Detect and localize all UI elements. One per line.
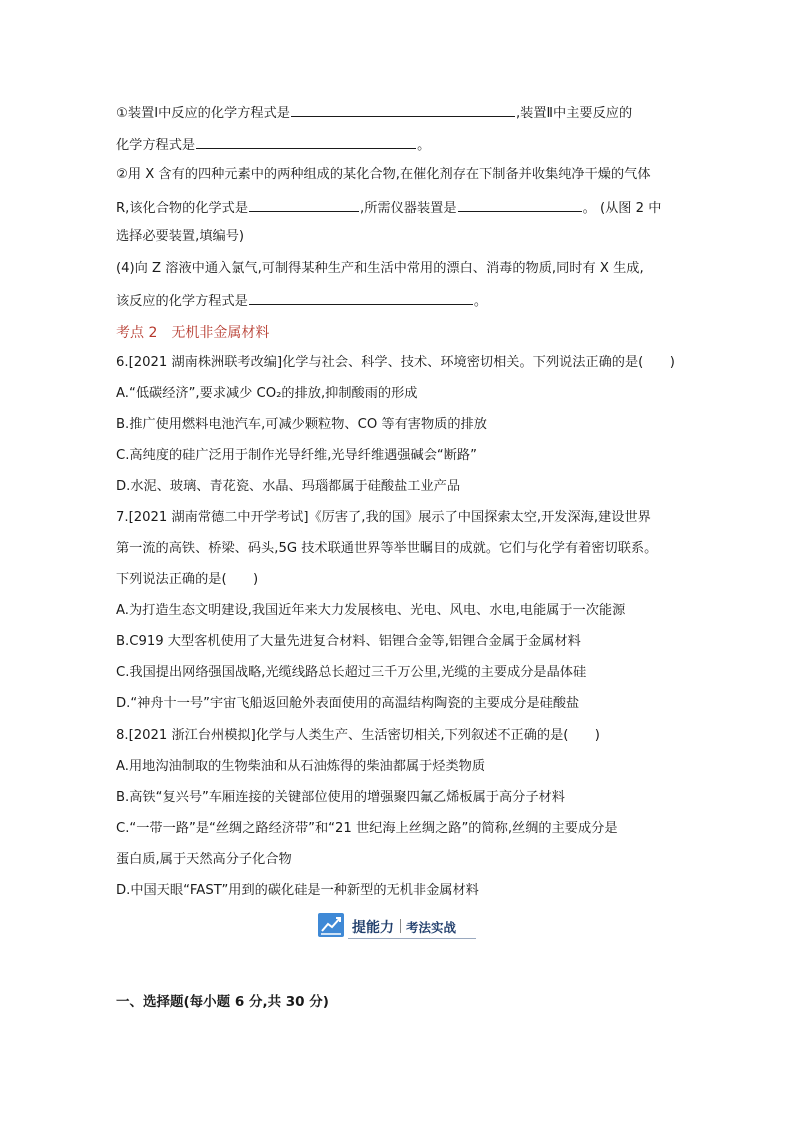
q7-option-a[interactable]: A.为打造生态文明建设,我国近年来大力发展核电、光电、风电、水电,电能属于一次能源 [116, 603, 626, 618]
q8-option-c-cont: 蛋白质,属于天然高分子化合物 [116, 852, 292, 867]
q6-stem: 6.[2021 湖南株洲联考改编]化学与社会、科学、技术、环境密切相关。下列说法正确的是( ) [116, 355, 675, 370]
q8-stem: 8.[2021 浙江台州模拟]化学与人类生产、生活密切相关,下列叙述不正确的是( ) [116, 728, 600, 743]
banner-title: 提能力 [352, 920, 394, 936]
q7-option-c[interactable]: C.我国提出网络强国战略,光缆线路总长超过三千万公里,光缆的主要成分是晶体硅 [116, 665, 587, 680]
banner-divider [400, 919, 401, 933]
q7-stem-1: 7.[2021 湖南常德二中开学考试]《厉害了,我的国》展示了中国探索太空,开发深海,建设世界 [116, 510, 651, 525]
answer-blank[interactable] [291, 104, 515, 117]
q7-stem-3: 下列说法正确的是( ) [116, 572, 259, 587]
q5-line-3: ②用 X 含有的四种元素中的两种组成的某化合物,在催化剂存在下制备并收集纯净干燥的气体 [116, 167, 651, 182]
q8-option-b[interactable]: B.高铁“复兴号”车厢连接的关键部位使用的增强聚四氟乙烯板属于高分子材料 [116, 790, 565, 805]
q5-line-5: 选择必要装置,填编号) [116, 229, 245, 244]
q8-option-c[interactable]: C.“一带一路”是“丝绸之路经济带”和“21 世纪海上丝绸之路”的简称,丝绸的主要成分是 [116, 821, 618, 836]
q5-line-7: 该反应的化学方程式是 。 [116, 294, 488, 309]
section-heading: 考点 2 无机非金属材料 [116, 325, 270, 341]
q5-line-4: R,该化合物的化学式是 ,所需仪器装置是 。 (从图 2 中 [116, 201, 662, 216]
q7-option-b[interactable]: B.C919 大型客机使用了大量先进复合材料、铝锂合金等,铝锂合金属于金属材料 [116, 634, 581, 649]
answer-blank[interactable] [249, 199, 359, 212]
ability-banner [318, 912, 476, 940]
q7-option-d[interactable]: D.“神舟十一号”宇宙飞船返回舱外表面使用的高温结构陶瓷的主要成分是硅酸盐 [116, 696, 580, 711]
banner-subtitle: 考法实战 [406, 920, 457, 935]
banner-underline [348, 938, 476, 939]
answer-blank[interactable] [196, 136, 416, 149]
q8-option-a[interactable]: A.用地沟油制取的生物柴油和从石油炼得的柴油都属于烃类物质 [116, 759, 486, 774]
q6-option-a[interactable]: A.“低碳经济”,要求减少 CO₂的排放,抑制酸雨的形成 [116, 386, 418, 401]
part-heading: 一、选择题(每小题 6 分,共 30 分) [116, 994, 329, 1010]
q5-line-2: 化学方程式是 。 [116, 138, 431, 153]
q6-option-d[interactable]: D.水泥、玻璃、青花瓷、水晶、玛瑙都属于硅酸盐工业产品 [116, 479, 461, 494]
q5-line-6: (4)向 Z 溶液中通入氯气,可制得某种生产和生活中常用的漂白、消毒的物质,同时有 X 生成, [116, 261, 644, 276]
answer-blank[interactable] [249, 292, 473, 305]
q5-line-1: ①装置Ⅰ中反应的化学方程式是 ,装置Ⅱ中主要反应的 [116, 106, 633, 121]
answer-blank[interactable] [458, 199, 582, 212]
q8-option-d[interactable]: D.中国天眼“FAST”用到的碳化硅是一种新型的无机非金属材料 [116, 883, 479, 898]
q7-stem-2: 第一流的高铁、桥梁、码头,5G 技术联通世界等举世瞩目的成就。它们与化学有着密切联系。 [116, 541, 658, 556]
trend-chart-icon [318, 913, 344, 937]
q6-option-b[interactable]: B.推广使用燃料电池汽车,可减少颗粒物、CO 等有害物质的排放 [116, 417, 487, 432]
q6-option-c[interactable]: C.高纯度的硅广泛用于制作光导纤维,光导纤维遇强碱会“断路” [116, 448, 477, 463]
